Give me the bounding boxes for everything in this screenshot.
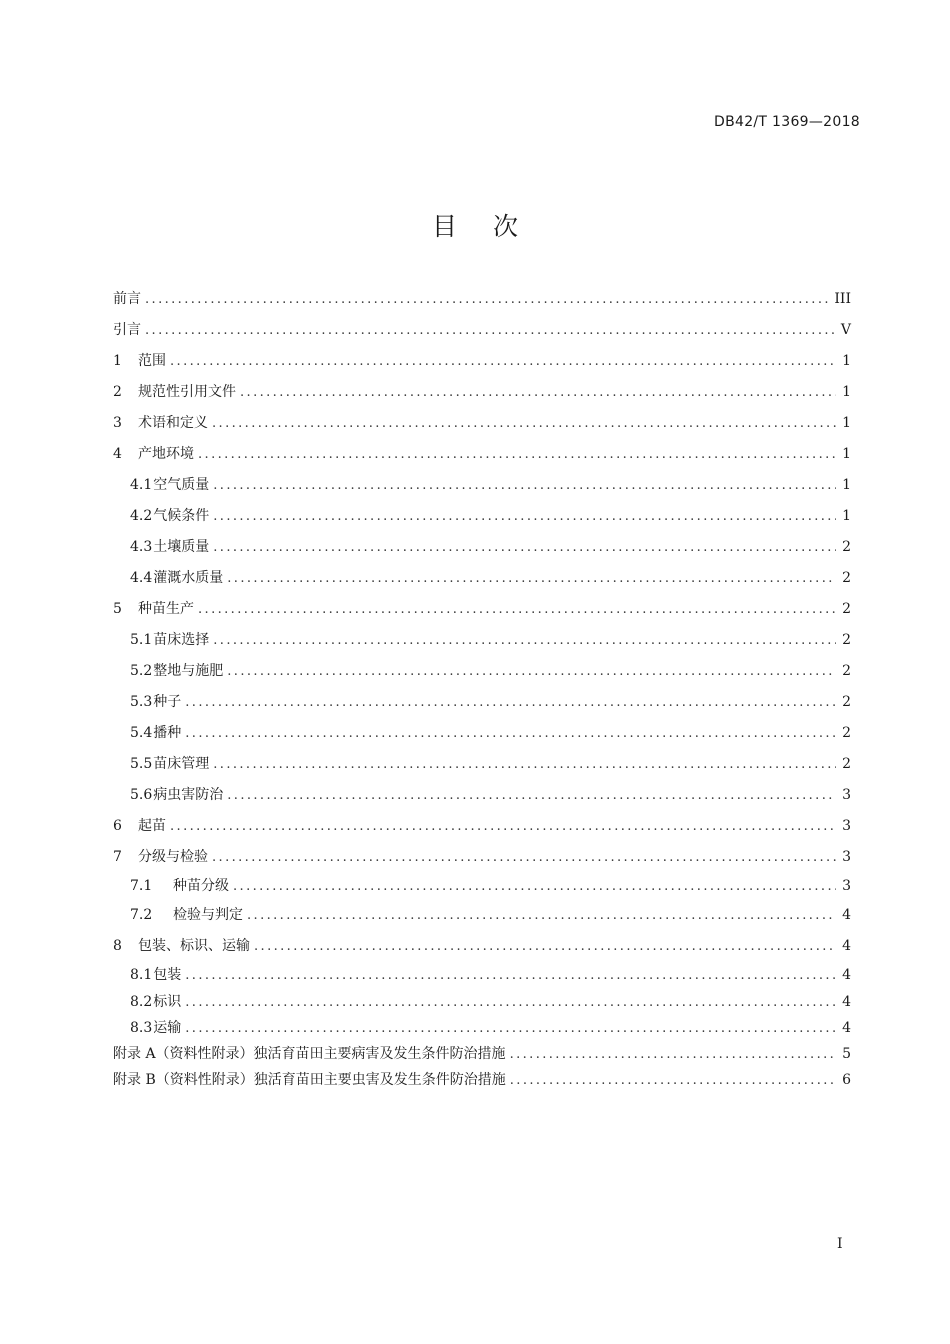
toc-entry-page: 4: [842, 938, 851, 954]
toc-dot-leader: [212, 842, 836, 873]
page-title: 目次: [431, 212, 554, 241]
toc-entry-number: 4.2: [130, 508, 153, 524]
toc-entry-title: 附录 B（资料性附录）独活育苗田主要虫害及发生条件防治措施: [113, 1072, 506, 1088]
toc-dot-leader: [227, 656, 836, 687]
toc-entry-title: 产地环境: [138, 446, 194, 462]
toc-entry-page: 1: [842, 384, 851, 400]
toc-entry-title: 播种: [153, 725, 182, 741]
toc-entry[interactable]: [113, 718, 851, 749]
toc-entry-page: 3: [842, 818, 851, 834]
toc-entry-number: 3: [113, 415, 122, 431]
toc-entry-title: 苗床选择: [153, 632, 210, 648]
toc-entry-title: 种苗生产: [138, 601, 194, 617]
page-number: I: [837, 1236, 843, 1252]
toc-entry[interactable]: [113, 811, 851, 842]
toc-dot-leader: [198, 594, 836, 625]
toc-entry-page: 2: [842, 601, 851, 617]
toc-entry-title: 规范性引用文件: [138, 384, 236, 400]
toc-entry-page: 3: [842, 849, 851, 865]
toc-entry-page: 4: [842, 967, 851, 983]
toc-entry-page: 5: [842, 1046, 851, 1062]
toc-entry[interactable]: [113, 900, 851, 931]
toc-entry-number: 4: [113, 446, 122, 462]
toc-entry-title: 附录 A（资料性附录）独活育苗田主要病害及发生条件防治措施: [113, 1046, 506, 1062]
toc-entry[interactable]: [113, 470, 851, 501]
toc-entry-title: 标识: [153, 994, 182, 1010]
toc-entry-page: 4: [842, 1020, 851, 1036]
toc-dot-leader: [170, 811, 836, 842]
toc-entry-page: 2: [842, 663, 851, 679]
toc-dot-leader: [185, 1016, 836, 1042]
toc-entry[interactable]: [113, 284, 851, 315]
toc-entry-page: 2: [842, 632, 851, 648]
toc-entry-page: 1: [842, 477, 851, 493]
toc-entry-title: 土壤质量: [153, 539, 210, 555]
toc-entry-title: 种子: [153, 694, 182, 710]
toc-dot-leader: [185, 962, 836, 989]
toc-entry-number: 5.3: [130, 694, 153, 710]
toc-entry[interactable]: [113, 501, 851, 532]
toc-entry-number: 5.5: [130, 756, 153, 772]
toc-entry-title: 分级与检验: [138, 849, 208, 865]
toc-entry-number: 7.1: [130, 878, 153, 894]
toc-entry-page: 1: [842, 415, 851, 431]
toc-entry-title: 运输: [153, 1020, 182, 1036]
toc-entry-number: 8: [113, 938, 122, 954]
toc-entry-page: 1: [842, 353, 851, 369]
toc-entry-title: 苗床管理: [153, 756, 210, 772]
toc-entry-number: 8.1: [130, 967, 153, 983]
toc-dot-leader: [145, 284, 828, 315]
toc-entry-number: 5.4: [130, 725, 153, 741]
toc-entry[interactable]: [113, 873, 851, 900]
toc-entry-page: 2: [842, 570, 851, 586]
toc-entry[interactable]: [113, 1041, 851, 1067]
toc-entry-title: 空气质量: [153, 477, 210, 493]
toc-entry-number: 5.6: [130, 787, 153, 803]
toc-entry[interactable]: [113, 780, 851, 811]
toc-dot-leader: [227, 780, 836, 811]
toc-entry-number: 4.1: [130, 477, 153, 493]
toc-entry-title: 起苗: [138, 818, 166, 834]
toc-dot-leader: [213, 625, 836, 656]
toc-entry-title: 整地与施肥: [153, 663, 224, 679]
toc-entry-page: 6: [842, 1072, 851, 1088]
toc-dot-leader: [213, 501, 836, 532]
toc-entry[interactable]: [113, 346, 851, 377]
toc-dot-leader: [213, 532, 836, 563]
toc-entry-number: 2: [113, 384, 122, 400]
toc-entry[interactable]: [113, 377, 851, 408]
toc-entry-page: 3: [842, 878, 851, 894]
toc-entry-number: 4.3: [130, 539, 153, 555]
toc-entry[interactable]: [113, 931, 851, 962]
toc-entry-title: 灌溉水质量: [153, 570, 224, 586]
toc-dot-leader: [185, 990, 836, 1016]
toc-entry-page: V: [840, 322, 851, 338]
toc-dot-leader: [254, 931, 836, 962]
toc-entry-number: 5: [113, 601, 122, 617]
toc-dot-leader: [233, 873, 836, 900]
toc-entry[interactable]: [113, 656, 851, 687]
toc-entry-title: 前言: [113, 291, 141, 307]
toc-entry-number: 8.3: [130, 1020, 153, 1036]
toc-dot-leader: [198, 439, 836, 470]
toc-entry-title: 引言: [113, 322, 141, 338]
toc-dot-leader: [145, 315, 835, 346]
toc-dot-leader: [185, 687, 836, 718]
toc-entry[interactable]: [113, 439, 851, 470]
toc-entry-title: 包装: [153, 967, 182, 983]
toc-entry-page: 2: [842, 539, 851, 555]
table-of-contents: [113, 284, 851, 1093]
toc-entry-title: 包装、标识、运输: [138, 938, 250, 954]
toc-dot-leader: [510, 1068, 836, 1094]
toc-entry-title: 范围: [138, 353, 166, 369]
toc-entry[interactable]: [113, 842, 851, 873]
toc-dot-leader: [213, 749, 836, 780]
toc-entry[interactable]: [113, 989, 851, 1015]
toc-entry-title: 种苗分级: [173, 878, 229, 894]
toc-entry[interactable]: [113, 1015, 851, 1041]
toc-entry-number: 6: [113, 818, 122, 834]
toc-entry-title: 病虫害防治: [153, 787, 224, 803]
toc-entry-number: 7.2: [130, 907, 153, 923]
toc-entry-page: 1: [842, 446, 851, 462]
toc-entry-page: 4: [842, 994, 851, 1010]
toc-entry-number: 5.1: [130, 632, 153, 648]
toc-entry-page: 4: [842, 907, 851, 923]
toc-entry[interactable]: [113, 532, 851, 563]
toc-dot-leader: [510, 1042, 837, 1068]
toc-entry-number: 8.2: [130, 994, 153, 1010]
toc-entry-page: 2: [842, 756, 851, 772]
toc-entry-page: 2: [842, 694, 851, 710]
toc-dot-leader: [247, 900, 836, 931]
toc-dot-leader: [213, 470, 836, 501]
toc-entry[interactable]: [113, 962, 851, 989]
toc-entry[interactable]: [113, 687, 851, 718]
toc-entry-title: 检验与判定: [173, 907, 243, 923]
toc-entry-page: 1: [842, 508, 851, 524]
toc-entry-number: 4.4: [130, 570, 153, 586]
standard-code: DB42/T 1369—2018: [714, 114, 860, 130]
toc-entry-page: 3: [842, 787, 851, 803]
toc-entry-page: III: [834, 291, 851, 307]
toc-entry-number: 5.2: [130, 663, 153, 679]
toc-entry[interactable]: [113, 594, 851, 625]
toc-dot-leader: [227, 563, 836, 594]
toc-dot-leader: [185, 718, 836, 749]
toc-entry[interactable]: [113, 749, 851, 780]
toc-dot-leader: [240, 377, 836, 408]
toc-entry-title: 气候条件: [153, 508, 210, 524]
toc-entry-title: 术语和定义: [138, 415, 208, 431]
toc-dot-leader: [170, 346, 836, 377]
toc-entry[interactable]: [113, 1067, 851, 1093]
toc-entry[interactable]: [113, 408, 851, 439]
toc-entry-page: 2: [842, 725, 851, 741]
toc-entry-number: 1: [113, 353, 122, 369]
toc-entry[interactable]: [113, 625, 851, 656]
toc-entry-number: 7: [113, 849, 122, 865]
toc-dot-leader: [212, 408, 836, 439]
toc-entry[interactable]: [113, 315, 851, 346]
toc-entry[interactable]: [113, 563, 851, 594]
